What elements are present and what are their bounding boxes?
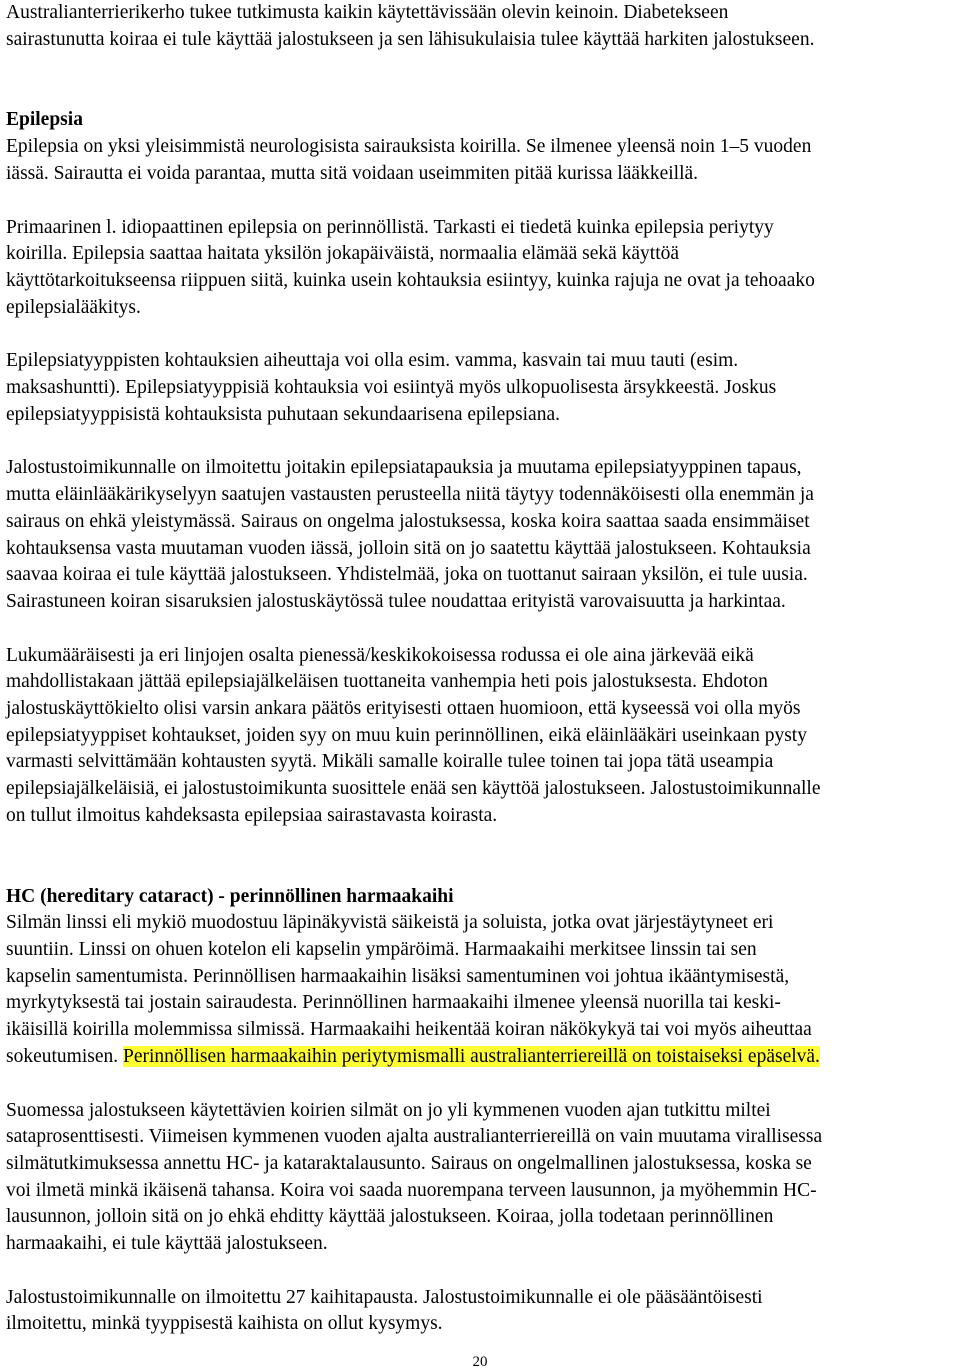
text-line: jalostuskäyttökielto olisi varsin ankara päätös erityisesti ottaen huomioon, että kyseessä voi olla myös — [6, 698, 801, 720]
text-line: mutta eläinlääkärikyselyyn saatujen vastausten perusteella niitä täytyy todennäköisesti olla enemmän ja — [6, 484, 814, 506]
section-heading-hc: HC (hereditary cataract) - perinnöllinen harmaakaihi — [6, 885, 454, 907]
text-line: harmaakaihi, ei tule käyttää jalostukseen. — [6, 1233, 328, 1255]
hc-section — [6, 884, 956, 1071]
epilepsia-paragraph-1 — [6, 134, 956, 187]
page-number: 20 — [472, 1354, 488, 1370]
text-line: Australianterrierikerho tukee tutkimusta kaikin käytettävissään olevin keinoin. Diabetekseen — [6, 2, 729, 23]
text-line: ilmoitettu, minkä tyyppisestä kaihista on ollut kysymys. — [6, 1313, 443, 1335]
text-line: sairaus on ehkä yleistymässä. Sairaus on ongelma jalostuksessa, koska koira saattaa saada ensimmäiset — [6, 510, 810, 532]
epilepsia-paragraph-4 — [6, 455, 956, 615]
text-line: silmätutkimuksessa annettu HC- ja kataraktalausunto. Sairaus on ongelmallinen jalostuksessa, koska se — [6, 1152, 812, 1174]
epilepsia-paragraph-5 — [6, 643, 956, 830]
text-line: kapselin samentumista. Perinnöllisen harmaakaihin lisäksi samentuminen voi johtua ikääntymisestä, — [6, 965, 790, 987]
text-line: koirilla. Epilepsia saattaa haitata yksilön jokapäiväistä, normaalia elämää sekä käyttöä — [6, 243, 680, 265]
text-line: Jalostustoimikunnalle on ilmoitettu joitakin epilepsiatapauksia ja muutama epilepsiatyyppinen tapaus, — [6, 457, 802, 479]
hc-paragraph-3 — [6, 1285, 956, 1338]
text-line: mahdollistakaan jättää epilepsiajälkeläisen tuottaneita vanhempia heti pois jalostuksesta. Ehdoton — [6, 671, 768, 693]
document-page — [6, 0, 956, 1338]
text-line: myrkytyksestä tai jostain sairaudesta. Perinnöllinen harmaakaihi ilmenee yleensä nuorilla tai keski- — [6, 992, 781, 1014]
text-line: Epilepsia on yksi yleisimmistä neurologisista sairauksista koirilla. Se ilmenee yleensä noin 1–5 vuoden — [6, 136, 812, 158]
text-line: voi ilmetä minkä ikäisenä tahansa. Koira voi saada nuorempana terveen lausunnon, ja myöhemmin HC- — [6, 1179, 817, 1201]
text-line: on tullut ilmoitus kahdeksasta epilepsiaa sairastavasta koirasta. — [6, 804, 498, 826]
text-line — [6, 1044, 956, 1071]
hc-paragraph-2 — [6, 1098, 956, 1258]
text-line: Jalostustoimikunnalle on ilmoitettu 27 kaihitapausta. Jalostustoimikunnalle ei ole pääsääntöisesti — [6, 1286, 763, 1308]
text-line: Lukumääräisesti ja eri linjojen osalta pienessä/keskikokoisessa rodussa ei ole aina järkevää eikä — [6, 644, 754, 666]
text-line: saavaa koiraa ei tule käyttää jalostukseen. Yhdistelmää, joka on tuottanut sairaan yksilön, ei tule uusia. — [6, 564, 808, 586]
text-line: epilepsialääkitys. — [6, 296, 141, 318]
text-line: Suomessa jalostukseen käytettävien koirien silmät on jo yli kymmenen vuoden ajan tutkittu miltei — [6, 1099, 771, 1121]
text-line: Silmän linssi eli mykiö muodostuu läpinäkyvistä säikeistä ja soluista, jotka ovat järjestäytyneet eri — [6, 912, 774, 934]
text-line: epilepsiatyyppisistä kohtauksista puhutaan sekundaarisena epilepsiana. — [6, 403, 560, 425]
text-line: epilepsiajälkeläisiä, ei jalostustoimikunta suosittele enää sen käyttöä jalostukseen. Jalostustoimikunnalle — [6, 778, 821, 800]
epilepsia-section — [6, 107, 956, 187]
text-line: iässä. Sairautta ei voida parantaa, mutta sitä voidaan useimmiten pitää kurissa lääkkeillä. — [6, 162, 699, 184]
text-line: Epilepsiatyyppisten kohtauksien aiheuttaja voi olla esim. vamma, kasvain tai muu tauti (esim. — [6, 350, 739, 372]
intro-paragraph — [6, 0, 956, 53]
text-line: sataprosenttisesti. Viimeisen kymmenen vuoden ajalta australianterriereillä on vain muutama virallisessa — [6, 1126, 823, 1148]
text-line: ikäisillä koirilla molemmissa silmissä. Harmaakaihi heikentää koiran näkökykyä tai voi myös aiheuttaa — [6, 1019, 812, 1041]
text-line: Primaarinen l. idiopaattinen epilepsia on perinnöllistä. Tarkasti ei tiedetä kuinka epilepsia periytyy — [6, 216, 774, 238]
highlighted-text: Perinnöllisen harmaakaihin periytymismalli australianterriereillä on toistaiseksi epäselvä. — [123, 1045, 820, 1067]
text-line: suuntiin. Linssi on ohuen kotelon eli kapselin ympäröimä. Harmaakaihi merkitsee linssin tai sen — [6, 938, 757, 960]
text-line: käyttötarkoitukseensa riippuen siitä, kuinka usein kohtauksia esiintyy, kuinka rajuja ne ovat ja tehoaako — [6, 269, 815, 291]
epilepsia-paragraph-3 — [6, 348, 956, 428]
text-line: varmasti selvittämään kohtausten syytä. Mikäli samalle koiralle tulee toinen tai jopa tätä useampia — [6, 751, 774, 773]
hc-paragraph-1 — [6, 910, 956, 1070]
text-line: Sairastuneen koiran sisaruksien jalostuskäytössä tulee noudattaa erityistä varovaisuutta ja harkintaa. — [6, 590, 786, 612]
text-line: kohtauksensa vasta muutaman vuoden iässä, jolloin sitä on jo saatettu käyttää jalostukseen. Kohtauksia — [6, 537, 811, 559]
epilepsia-paragraph-2 — [6, 215, 956, 322]
text-line: sairastunutta koiraa ei tule käyttää jalostukseen ja sen lähisukulaisia tulee käyttää harkiten jalostukseen. — [6, 28, 815, 50]
text-span: sokeutumisen. — [6, 1045, 123, 1067]
text-line: maksashuntti). Epilepsiatyyppisiä kohtauksia voi esiintyä myös ulkopuolisesta ärsykkeestä. Joskus — [6, 377, 777, 399]
section-heading-epilepsia: Epilepsia — [6, 109, 83, 131]
text-line: lausunnon, jolloin sitä on jo ehkä ehditty käyttää jalostukseen. Koiraa, jolla todetaan perinnöllinen — [6, 1206, 774, 1228]
text-line: epilepsiatyyppiset kohtaukset, joiden syy on muu kuin perinnöllinen, eikä eläinlääkäri useinkaan pysty — [6, 724, 807, 746]
